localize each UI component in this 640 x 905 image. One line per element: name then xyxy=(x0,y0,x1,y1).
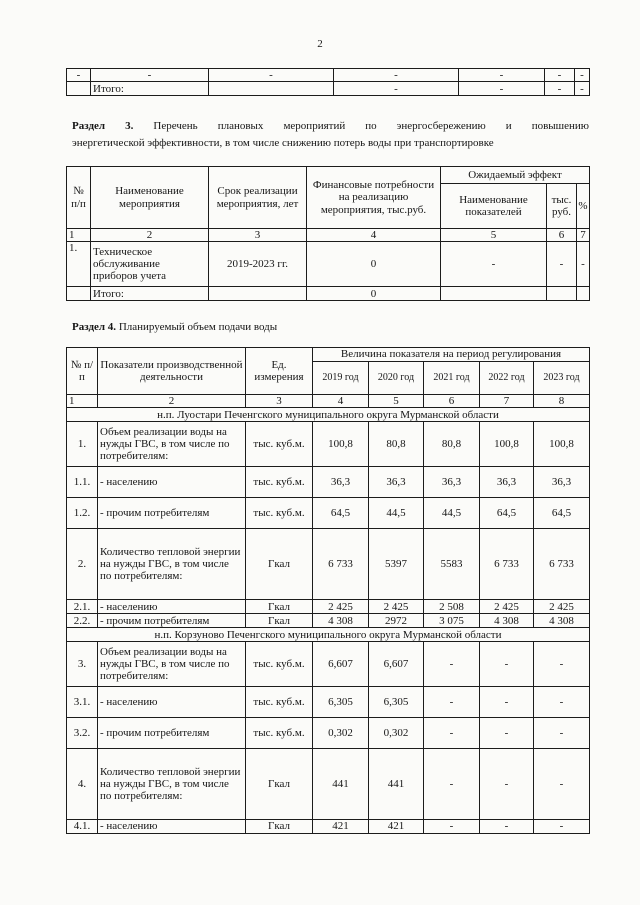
measure-finance: 0 xyxy=(307,242,441,287)
group-title-korzunovo: н.п. Корзуново Печенгского муниципального округа Мурманской области xyxy=(67,628,590,642)
table-row xyxy=(67,718,590,749)
col-number: 7 xyxy=(480,395,534,408)
value-cell: - xyxy=(534,642,590,687)
table-cell xyxy=(441,287,547,301)
continuation-table xyxy=(66,68,590,96)
section4-title: Планируемый объем подачи воды xyxy=(118,321,278,333)
section3-title-line2: энергетической эффективности, в том числе снижению потерь воды при транспортировке xyxy=(72,137,494,149)
unit-cell: тыс. куб.м. xyxy=(246,718,313,749)
group-header-row xyxy=(67,628,590,642)
unit-cell: Гкал xyxy=(246,749,313,820)
col-number: 5 xyxy=(441,229,547,242)
value-cell: 80,8 xyxy=(369,422,424,467)
value-cell: 100,8 xyxy=(313,422,369,467)
table-cell: - xyxy=(459,69,545,82)
measures-table xyxy=(66,166,590,301)
table-row xyxy=(67,69,590,82)
measure-percent: - xyxy=(577,242,590,287)
value-cell: 64,5 xyxy=(313,498,369,529)
unit-cell: тыс. куб.м. xyxy=(246,687,313,718)
table-cell xyxy=(67,82,91,96)
header-year: 2022 год xyxy=(480,362,534,395)
indicator-name: Количество тепловой энергии на нужды ГВС, в том числе по потребителям: xyxy=(98,749,246,820)
row-num: 2.2. xyxy=(67,614,98,628)
value-cell: 44,5 xyxy=(424,498,480,529)
col-number: 2 xyxy=(91,229,209,242)
table-row xyxy=(67,467,590,498)
total-row xyxy=(67,287,590,301)
unit-cell: тыс. куб.м. xyxy=(246,422,313,467)
col-number: 4 xyxy=(307,229,441,242)
value-cell: 2 508 xyxy=(424,600,480,614)
page-number: 2 xyxy=(317,38,323,50)
value-cell: 421 xyxy=(313,820,369,833)
table-row xyxy=(67,642,590,687)
value-cell: - xyxy=(480,718,534,749)
value-cell: 44,5 xyxy=(369,498,424,529)
table-cell xyxy=(67,287,91,301)
value-cell: 2 425 xyxy=(534,600,590,614)
table-row xyxy=(67,600,590,614)
value-cell: 4 308 xyxy=(534,614,590,628)
header-year: 2023 год xyxy=(534,362,590,395)
section4-heading xyxy=(72,319,589,336)
row-num: 1.1. xyxy=(67,467,98,498)
table-cell: - xyxy=(575,69,590,82)
col-number: 8 xyxy=(534,395,590,408)
row-num: 2.1. xyxy=(67,600,98,614)
value-cell: - xyxy=(534,718,590,749)
table-row xyxy=(67,498,590,529)
section3-heading xyxy=(72,118,589,152)
value-cell: - xyxy=(480,820,534,833)
header-value-period: Величина показателя на период регулирования xyxy=(313,348,590,362)
header-indicator: Показатели производственной деятельности xyxy=(98,348,246,395)
column-numbers-row xyxy=(67,229,590,242)
value-cell: 36,3 xyxy=(424,467,480,498)
table-row xyxy=(67,614,590,628)
col-number: 3 xyxy=(209,229,307,242)
indicator-name: - населению xyxy=(98,820,246,833)
col-number: 7 xyxy=(577,229,590,242)
value-cell: 6,305 xyxy=(369,687,424,718)
value-cell: 0,302 xyxy=(313,718,369,749)
table-cell xyxy=(547,287,577,301)
table-row xyxy=(67,687,590,718)
unit-cell: тыс. куб.м. xyxy=(246,642,313,687)
row-num: 3. xyxy=(67,642,98,687)
table-row xyxy=(67,422,590,467)
table-cell: - xyxy=(545,82,575,96)
table-row xyxy=(67,749,590,820)
header-year: 2021 год xyxy=(424,362,480,395)
group1-body xyxy=(67,422,590,628)
value-cell: 421 xyxy=(369,820,424,833)
value-cell: 2 425 xyxy=(313,600,369,614)
row-num: 2. xyxy=(67,529,98,600)
value-cell: 36,3 xyxy=(480,467,534,498)
value-cell: 80,8 xyxy=(424,422,480,467)
indicator-name: - прочим потребителям xyxy=(98,498,246,529)
value-cell: 3 075 xyxy=(424,614,480,628)
total-finance: 0 xyxy=(307,287,441,301)
table-cell xyxy=(577,287,590,301)
header-percent: % xyxy=(577,184,590,229)
indicator-name: Объем реализации воды на нужды ГВС, в том числе по потребителям: xyxy=(98,422,246,467)
indicator-name: Объем реализации воды на нужды ГВС, в том числе по потребителям: xyxy=(98,642,246,687)
value-cell: 100,8 xyxy=(480,422,534,467)
total-label: Итого: xyxy=(91,287,209,301)
value-cell: 64,5 xyxy=(534,498,590,529)
table-row xyxy=(67,820,590,833)
col-number: 2 xyxy=(98,395,246,408)
col-number: 6 xyxy=(547,229,577,242)
value-cell: 6,607 xyxy=(313,642,369,687)
section4-number: Раздел 4. xyxy=(72,321,117,333)
value-cell: 64,5 xyxy=(480,498,534,529)
table-cell: - xyxy=(67,69,91,82)
value-cell: - xyxy=(424,642,480,687)
value-cell: - xyxy=(480,687,534,718)
total-label: Итого: xyxy=(91,82,209,96)
group-header-row xyxy=(67,408,590,422)
col-number: 4 xyxy=(313,395,369,408)
value-cell: 36,3 xyxy=(369,467,424,498)
value-cell: 36,3 xyxy=(313,467,369,498)
value-cell: 6 733 xyxy=(313,529,369,600)
table-row xyxy=(67,242,590,287)
unit-cell: Гкал xyxy=(246,529,313,600)
value-cell: - xyxy=(424,749,480,820)
header-num: № п/п xyxy=(67,348,98,395)
header-expected-effect: Ожидаемый эффект xyxy=(441,167,590,184)
value-cell: 2 425 xyxy=(369,600,424,614)
value-cell: - xyxy=(424,820,480,833)
col-number: 5 xyxy=(369,395,424,408)
section3-number: Раздел 3. xyxy=(72,120,134,132)
value-cell: 6,607 xyxy=(369,642,424,687)
row-num: 1. xyxy=(67,422,98,467)
table-cell xyxy=(209,287,307,301)
value-cell: 100,8 xyxy=(534,422,590,467)
indicator-name: - населению xyxy=(98,600,246,614)
row-num: 3.1. xyxy=(67,687,98,718)
table-cell: - xyxy=(91,69,209,82)
unit-cell: Гкал xyxy=(246,600,313,614)
col-number: 1 xyxy=(67,395,98,408)
table-cell: - xyxy=(209,69,334,82)
value-cell: 441 xyxy=(369,749,424,820)
row-num: 3.2. xyxy=(67,718,98,749)
table-cell: - xyxy=(334,82,459,96)
indicator-name: - прочим потребителям xyxy=(98,614,246,628)
value-cell: 5397 xyxy=(369,529,424,600)
value-cell: 6 733 xyxy=(534,529,590,600)
value-cell: 2972 xyxy=(369,614,424,628)
indicator-name: - прочим потребителям xyxy=(98,718,246,749)
unit-cell: тыс. куб.м. xyxy=(246,498,313,529)
group2-body xyxy=(67,642,590,833)
value-cell: - xyxy=(534,820,590,833)
measure-indicator: - xyxy=(441,242,547,287)
value-cell: 4 308 xyxy=(313,614,369,628)
measure-name: Техническое обслуживание приборов учета xyxy=(91,242,209,287)
value-cell: 2 425 xyxy=(480,600,534,614)
header-indicator-name: Наименование показателей xyxy=(441,184,547,229)
water-supply-table xyxy=(66,347,590,834)
table-cell xyxy=(209,82,334,96)
section3-title-line1: Перечень плановых мероприятий по энергосбережению и повышению xyxy=(153,120,590,132)
value-cell: 0,302 xyxy=(369,718,424,749)
row-num: 4. xyxy=(67,749,98,820)
value-cell: - xyxy=(424,718,480,749)
value-cell: - xyxy=(534,687,590,718)
col-number: 1 xyxy=(67,229,91,242)
table-cell: - xyxy=(545,69,575,82)
value-cell: 5583 xyxy=(424,529,480,600)
table-cell: - xyxy=(334,69,459,82)
value-cell: 4 308 xyxy=(480,614,534,628)
header-year: 2019 год xyxy=(313,362,369,395)
value-cell: - xyxy=(534,749,590,820)
measure-rub: - xyxy=(547,242,577,287)
indicator-name: Количество тепловой энергии на нужды ГВС, в том числе по потребителям: xyxy=(98,529,246,600)
group-title-luostari: н.п. Луостари Печенгского муниципального округа Мурманской области xyxy=(67,408,590,422)
value-cell: 36,3 xyxy=(534,467,590,498)
measure-term: 2019-2023 гг. xyxy=(209,242,307,287)
header-thousand-rub: тыс. руб. xyxy=(547,184,577,229)
value-cell: 441 xyxy=(313,749,369,820)
col-number: 6 xyxy=(424,395,480,408)
table-cell: - xyxy=(575,82,590,96)
row-num: 1. xyxy=(67,242,91,287)
indicator-name: - населению xyxy=(98,467,246,498)
header-year: 2020 год xyxy=(369,362,424,395)
header-finance: Финансовые потребности на реализацию мероприятия, тыс.руб. xyxy=(307,167,441,229)
header-unit: Ед. измерения xyxy=(246,348,313,395)
unit-cell: тыс. куб.м. xyxy=(246,467,313,498)
col-number: 3 xyxy=(246,395,313,408)
header-num: № п/п xyxy=(67,167,91,229)
table-row xyxy=(67,529,590,600)
table-cell: - xyxy=(459,82,545,96)
value-cell: 6 733 xyxy=(480,529,534,600)
unit-cell: Гкал xyxy=(246,614,313,628)
value-cell: - xyxy=(480,749,534,820)
unit-cell: Гкал xyxy=(246,820,313,833)
value-cell: 6,305 xyxy=(313,687,369,718)
header-measure-name: Наименование мероприятия xyxy=(91,167,209,229)
row-num: 4.1. xyxy=(67,820,98,833)
value-cell: - xyxy=(480,642,534,687)
total-row xyxy=(67,82,590,96)
header-term: Срок реализации мероприятия, лет xyxy=(209,167,307,229)
row-num: 1.2. xyxy=(67,498,98,529)
indicator-name: - населению xyxy=(98,687,246,718)
value-cell: - xyxy=(424,687,480,718)
column-numbers-row xyxy=(67,395,590,408)
